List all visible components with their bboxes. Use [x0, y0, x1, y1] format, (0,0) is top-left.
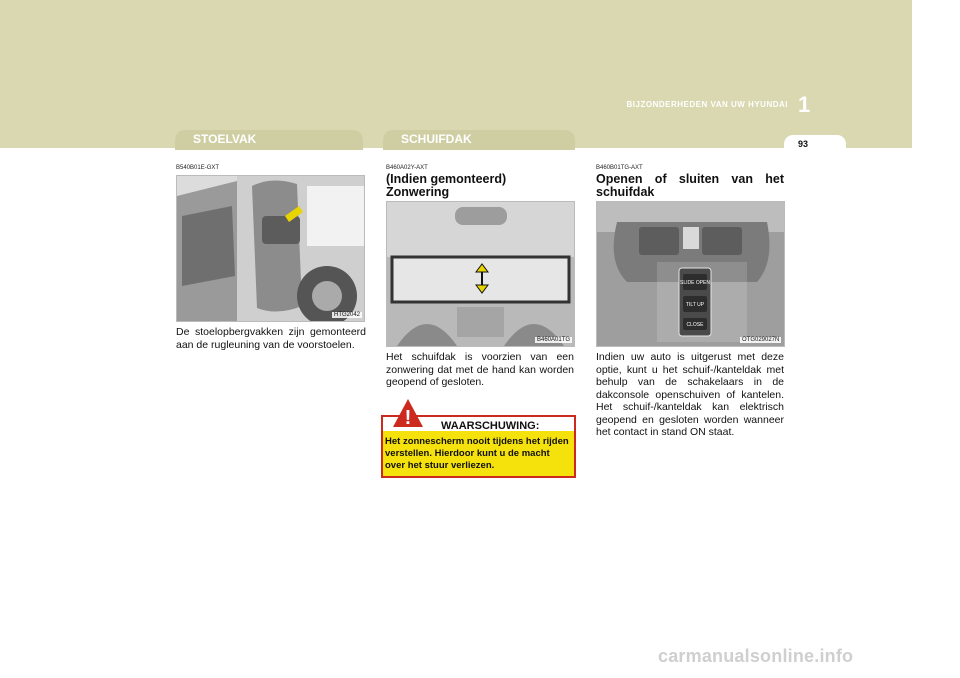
- page-number: 93: [797, 139, 808, 149]
- tilt-up-label: TILT UP: [685, 302, 705, 308]
- roof-console-photo: [596, 201, 785, 347]
- chapter-title: BIJZONDERHEDEN VAN UW HYUNDAI: [626, 100, 788, 109]
- body-text-schuifdak: Indien uw auto is uitgerust met deze optie, kunt u het schuif-/kanteldak met behulp van de schakelaars in de dakconsole openschuiven of kantelen. Het schuif-/kanteldak kan elektrisch geopend en gesloten worden wanneer het contact in stand ON staat.: [596, 351, 784, 438]
- body-text-zonwering: Het schuifdak is voorzien van een zonwering dat met de hand kan worden geopend of gesloten.: [386, 351, 574, 388]
- warning-symbol: !: [404, 407, 412, 428]
- warning-text: Het zonnescherm nooit tijdens het rijden verstellen. Hierdoor kunt u de macht over het stuur verliezen.: [385, 436, 569, 471]
- figure-label: HTG2042: [334, 312, 361, 318]
- section-code: B540B01E-GXT: [176, 165, 220, 171]
- tab-schuifdak: [383, 130, 575, 152]
- footer-watermark: carmanualsonline.info: [658, 646, 854, 666]
- seat-pocket-illustration: [177, 176, 364, 321]
- roof-console-illustration: [597, 202, 784, 346]
- figure-label: B460A01TG: [537, 337, 571, 343]
- warning-title: WAARSCHUWING:: [441, 420, 540, 432]
- heading-line2: Zonwering: [386, 185, 450, 199]
- figure-label: OTG029027N: [742, 337, 780, 343]
- section-code: B460B01TG-AXT: [596, 165, 643, 171]
- seat-pocket-photo: [176, 175, 365, 322]
- heading-schuifdak: Openen of sluiten van het schuifdak: [596, 172, 784, 199]
- chapter-number: 1: [798, 92, 811, 117]
- close-label: CLOSE: [686, 322, 704, 328]
- tab-stoelvak: [175, 130, 363, 152]
- heading-line1: (Indien gemonteerd): [386, 172, 507, 186]
- body-text-stoelvak: De stoelopbergvakken zijn gemonteerd aan de rugleuning van de voorstoelen.: [176, 326, 366, 351]
- section-title-schuifdak: SCHUIFDAK: [401, 132, 472, 146]
- header-band: [0, 0, 912, 148]
- slide-open-label: SLIDE OPEN: [679, 280, 711, 286]
- section-title-stoelvak: STOELVAK: [193, 132, 257, 146]
- sunshade-photo: [386, 201, 575, 347]
- sunshade-illustration: [387, 202, 574, 346]
- warning-icon: [392, 398, 424, 428]
- section-code: B460A02Y-AXT: [386, 165, 428, 171]
